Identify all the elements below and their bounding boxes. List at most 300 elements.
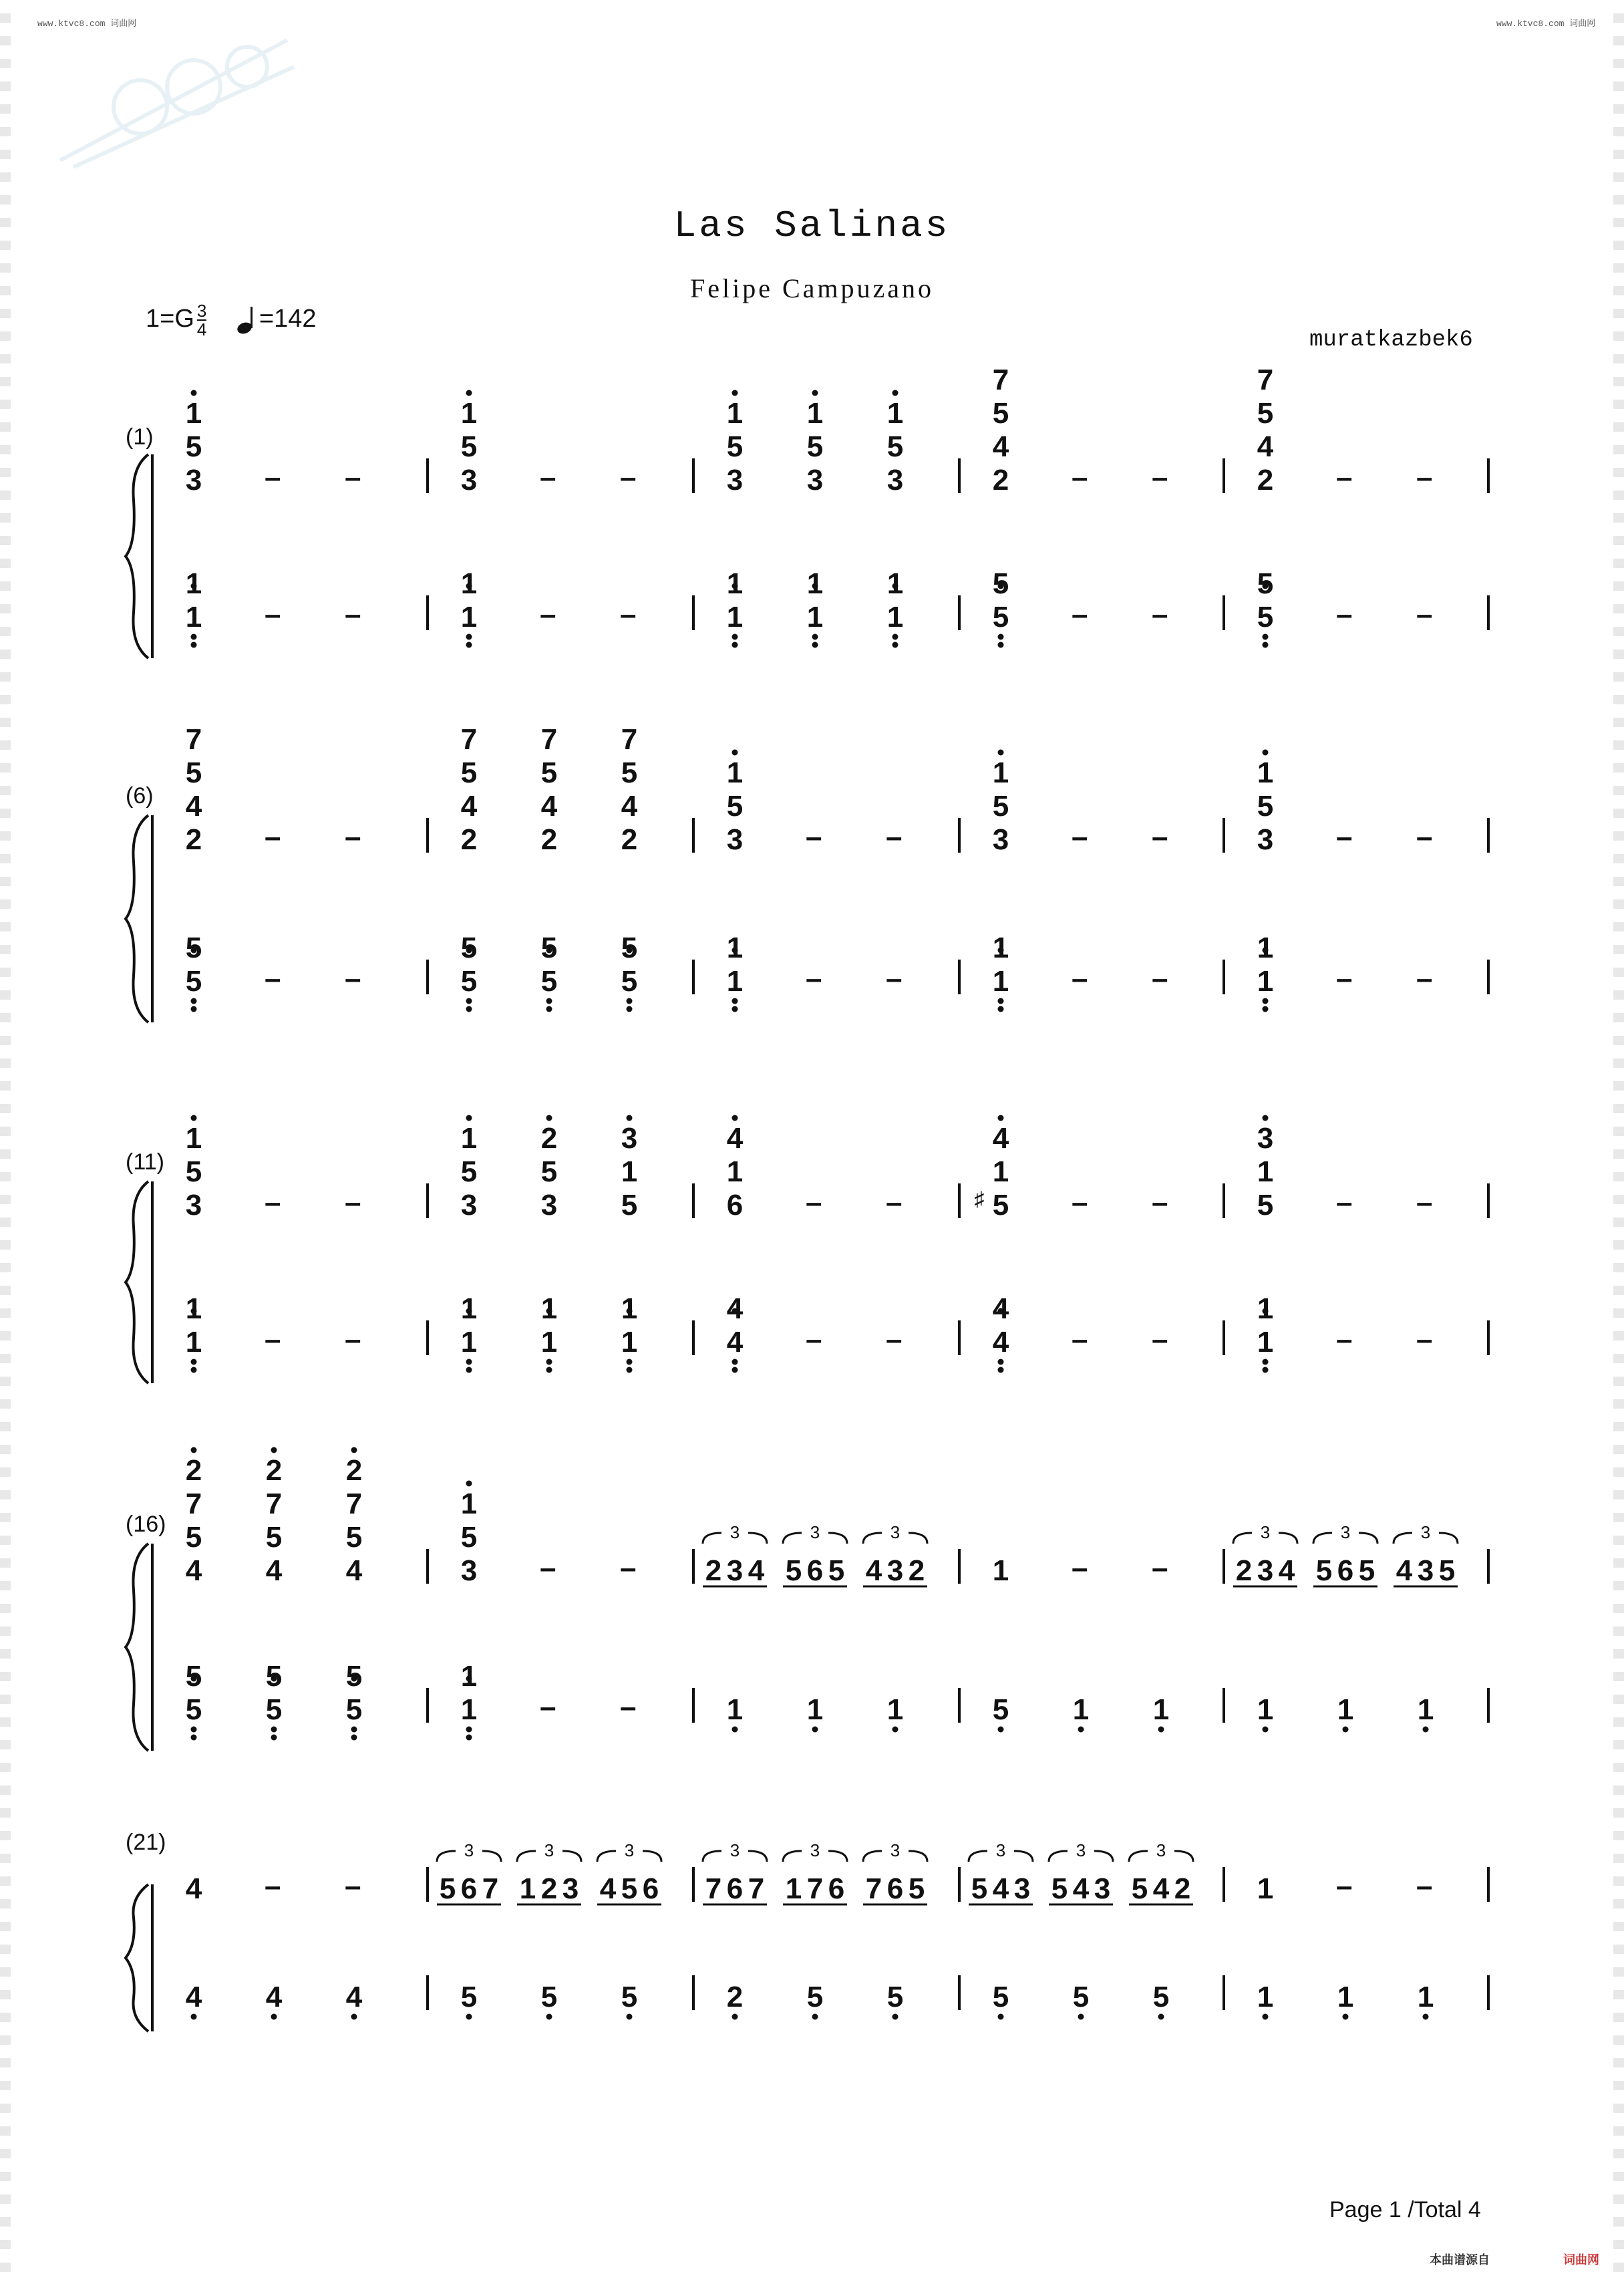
single-note: 5	[1152, 1981, 1170, 2013]
chord-note: 5	[345, 1660, 363, 1693]
sustain-dash: –	[1336, 598, 1353, 631]
triplet-number: 3	[1260, 1522, 1271, 1542]
chord-note: 3	[806, 464, 824, 496]
octave-dot	[271, 1735, 277, 1741]
triplet-note: 4	[1278, 1554, 1295, 1587]
octave-dot	[1078, 1727, 1084, 1733]
octave-dot	[466, 634, 472, 640]
octave-dot	[998, 634, 1004, 640]
octave-dot	[191, 1727, 197, 1733]
chord-note: 1	[185, 567, 202, 600]
chord-note: 3	[726, 823, 744, 856]
sustain-dash: –	[345, 1186, 361, 1219]
octave-dot	[466, 2014, 472, 2020]
chord-note: 2	[540, 823, 558, 856]
chord-note: 1	[886, 397, 904, 430]
chord-note: 7	[621, 723, 638, 756]
chord-note: 1	[460, 1122, 478, 1155]
sustain-dash: –	[806, 1186, 822, 1219]
page-indicator: Page 1 /Total 4	[1329, 2197, 1481, 2223]
chord-note: 4	[185, 1554, 202, 1587]
triplet-number: 3	[810, 1840, 820, 1860]
chord-note: 5	[185, 965, 202, 998]
triplet-number: 3	[729, 1522, 740, 1542]
chord-note: 4	[992, 1292, 1009, 1325]
chord-note: 4	[726, 1122, 744, 1155]
sustain-dash: –	[1416, 461, 1433, 494]
sustain-dash: –	[1152, 598, 1168, 631]
sustain-dash: –	[1336, 1870, 1353, 1902]
chord-note: 3	[992, 823, 1009, 856]
grand-staff-brace	[126, 815, 148, 1022]
octave-dot	[351, 2014, 357, 2020]
sustain-dash: –	[540, 1691, 556, 1723]
triplet-number: 3	[1156, 1840, 1166, 1860]
octave-dot	[812, 642, 818, 648]
chord-note: 6	[726, 1189, 744, 1222]
triplet-note: 6	[1337, 1554, 1354, 1587]
chord-note: 5	[345, 1521, 363, 1554]
chord-note: 3	[886, 464, 904, 496]
chord-note: 1	[992, 932, 1009, 964]
octave-dot	[546, 1006, 552, 1012]
octave-dot	[546, 998, 552, 1004]
arranger-name: muratkazbek6	[1309, 327, 1473, 353]
sustain-dash: –	[540, 461, 556, 494]
sustain-dash: –	[806, 962, 822, 995]
sustain-dash: –	[1416, 1323, 1433, 1356]
chord-note: 2	[1257, 464, 1274, 496]
single-note: 1	[1257, 1693, 1274, 1726]
chord-note: 1	[185, 397, 202, 430]
sustain-dash: –	[886, 821, 903, 853]
grand-staff-brace	[126, 1181, 148, 1383]
single-note: 5	[621, 1981, 638, 2013]
watermark-top-right: www.ktvc8.com 词曲网	[1496, 19, 1596, 29]
triplet-note: 4	[865, 1554, 882, 1587]
chord-note: 4	[992, 1326, 1009, 1359]
chord-note: 5	[540, 932, 558, 964]
grand-staff-brace	[126, 1884, 148, 2031]
octave-dot	[271, 1447, 277, 1453]
chord-note: 1	[460, 1693, 478, 1726]
chord-note: 3	[185, 464, 202, 496]
chord-note: 5	[992, 567, 1009, 600]
triplet-note: 7	[705, 1872, 722, 1905]
chord-note: 7	[185, 723, 202, 756]
sustain-dash: –	[265, 962, 281, 995]
triplet-note: 5	[439, 1872, 456, 1905]
single-note: 4	[185, 1981, 202, 2013]
octave-dot	[732, 2014, 738, 2020]
sustain-dash: –	[886, 962, 903, 995]
chord-note: 1	[185, 1122, 202, 1155]
octave-dot	[1263, 1006, 1269, 1012]
chord-note: 5	[185, 430, 202, 463]
single-note: 5	[806, 1981, 824, 2013]
octave-dot	[812, 390, 818, 396]
single-note: 1	[886, 1693, 904, 1726]
octave-dot	[892, 2014, 899, 2020]
chord-note: 5	[265, 1660, 283, 1693]
chord-note: 4	[992, 430, 1009, 463]
measure-number: (1)	[126, 424, 154, 450]
chord-note: 5	[460, 430, 478, 463]
chord-note: 5	[726, 790, 744, 823]
octave-dot	[191, 1367, 197, 1373]
octave-dot	[732, 1115, 738, 1121]
chord-note: 3	[185, 1189, 202, 1222]
octave-dot	[1343, 1727, 1349, 1733]
triplet-note: 3	[886, 1554, 904, 1587]
octave-dot	[892, 1727, 899, 1733]
triplet-number: 3	[544, 1840, 554, 1860]
chord-note: 4	[265, 1554, 283, 1587]
chord-note: 5	[1257, 601, 1274, 633]
octave-dot	[732, 1367, 738, 1373]
triplet-number: 3	[1420, 1522, 1431, 1542]
octave-dot	[892, 634, 899, 640]
sustain-dash: –	[1416, 598, 1433, 631]
chord-note: 1	[806, 601, 824, 633]
chord-note: 3	[460, 464, 478, 496]
sustain-dash: –	[1336, 821, 1353, 853]
octave-dot	[351, 1735, 357, 1741]
single-note: 5	[460, 1981, 478, 2013]
chord-note: 4	[460, 790, 478, 823]
chord-note: 5	[185, 1155, 202, 1188]
chord-note: 5	[265, 1521, 283, 1554]
chord-note: 5	[460, 965, 478, 998]
chord-note: 5	[185, 1693, 202, 1726]
sustain-dash: –	[345, 821, 361, 853]
octave-dot	[191, 2014, 197, 2020]
chord-note: 1	[1257, 1326, 1274, 1359]
sustain-dash: –	[265, 1186, 281, 1219]
triplet-note: 3	[1094, 1872, 1111, 1905]
chord-note: 3	[726, 464, 744, 496]
chord-note: 7	[992, 364, 1009, 396]
sustain-dash: –	[1152, 1552, 1168, 1584]
octave-dot	[191, 1006, 197, 1012]
triplet-note: 3	[1417, 1554, 1434, 1587]
sustain-dash: –	[1072, 821, 1088, 853]
octave-dot	[466, 1359, 472, 1365]
chord-note: 4	[1257, 430, 1274, 463]
triplet-note: 4	[1152, 1872, 1170, 1905]
octave-dot	[1423, 1727, 1429, 1733]
sustain-dash: –	[1072, 1552, 1088, 1584]
octave-dot	[732, 1727, 738, 1733]
single-note: 5	[886, 1981, 904, 2013]
octave-dot	[732, 1359, 738, 1365]
chord-note: 1	[460, 601, 478, 633]
chord-note: 5	[726, 430, 744, 463]
chord-note: 4	[540, 790, 558, 823]
octave-dot	[812, 1727, 818, 1733]
octave-dot	[271, 1727, 277, 1733]
octave-dot	[1423, 2014, 1429, 2020]
chord-note: 4	[726, 1326, 744, 1359]
octave-dot	[191, 634, 197, 640]
triplet-number: 3	[890, 1522, 901, 1542]
chord-note: 5	[621, 965, 638, 998]
octave-dot	[998, 1115, 1004, 1121]
chord-note: 1	[460, 1660, 478, 1693]
chord-note: 1	[460, 1487, 478, 1520]
triplet-note: 4	[599, 1872, 617, 1905]
triplet-note: 1	[519, 1872, 536, 1905]
octave-dot	[466, 1115, 472, 1121]
chord-note: 1	[726, 1155, 744, 1188]
sustain-dash: –	[1336, 461, 1353, 494]
sustain-dash: –	[265, 461, 281, 494]
octave-dot	[466, 1367, 472, 1373]
chord-note: 1	[460, 567, 478, 600]
sustain-dash: –	[886, 1186, 903, 1219]
triplet-note: 5	[1131, 1872, 1148, 1905]
chord-note: 5	[185, 932, 202, 964]
chord-note: 5	[992, 1189, 1009, 1222]
grand-staff-brace	[126, 454, 148, 658]
octave-dot	[191, 1735, 197, 1741]
single-note: 1	[806, 1693, 824, 1726]
chord-note: 1	[1257, 1155, 1274, 1188]
triplet-note: 5	[971, 1872, 988, 1905]
octave-dot	[466, 998, 472, 1004]
octave-dot	[1158, 1727, 1164, 1733]
chord-note: 5	[1257, 790, 1274, 823]
sustain-dash: –	[345, 598, 361, 631]
octave-dot	[191, 642, 197, 648]
single-note: 5	[540, 1981, 558, 2013]
sustain-dash: –	[806, 1323, 822, 1356]
footer-watermark-right: 词曲网	[1563, 2253, 1599, 2267]
chord-note: 3	[621, 1122, 638, 1155]
chord-note: 5	[992, 790, 1009, 823]
triplet-number: 3	[810, 1522, 820, 1542]
triplet-number: 3	[624, 1840, 635, 1860]
octave-dot	[892, 642, 899, 648]
octave-dot	[1158, 2014, 1164, 2020]
chord-note: 1	[460, 1326, 478, 1359]
chord-note: 1	[621, 1292, 638, 1325]
chord-note: 1	[726, 756, 744, 789]
chord-note: 2	[345, 1454, 363, 1487]
sustain-dash: –	[345, 1870, 361, 1902]
chord-note: 4	[621, 790, 638, 823]
triplet-note: 4	[1396, 1554, 1413, 1587]
tempo-marking: =142	[259, 305, 317, 333]
octave-dot	[998, 1727, 1004, 1733]
sustain-dash: –	[620, 598, 637, 631]
chord-note: 5	[185, 1660, 202, 1693]
sustain-dash: –	[1152, 1323, 1168, 1356]
triplet-note: 6	[806, 1554, 824, 1587]
octave-dot	[732, 998, 738, 1004]
measure-number: (16)	[126, 1512, 166, 1537]
chord-note: 1	[886, 601, 904, 633]
octave-dot	[466, 1735, 472, 1741]
chord-note: 5	[265, 1693, 283, 1726]
chord-note: 5	[540, 756, 558, 789]
chord-note: 1	[621, 1326, 638, 1359]
octave-dot	[1263, 1115, 1269, 1121]
octave-dot	[1078, 2014, 1084, 2020]
sustain-dash: –	[540, 1552, 556, 1584]
triplet-note: 6	[726, 1872, 744, 1905]
sustain-dash: –	[265, 1870, 281, 1902]
octave-dot	[732, 390, 738, 396]
measure-number: (11)	[126, 1149, 164, 1175]
triplet-note: 1	[785, 1872, 802, 1905]
chord-note: 5	[621, 756, 638, 789]
chord-note: 5	[886, 430, 904, 463]
chord-note: 7	[460, 723, 478, 756]
octave-dot	[191, 998, 197, 1004]
single-note: 1	[1417, 1693, 1434, 1726]
chord-note: 7	[1257, 364, 1274, 396]
chord-note: 1	[886, 567, 904, 600]
triplet-note: 2	[540, 1872, 558, 1905]
chord-note: 5	[460, 1155, 478, 1188]
sustain-dash: –	[1072, 1323, 1088, 1356]
octave-dot	[1263, 750, 1269, 756]
sustain-dash: –	[620, 1552, 637, 1584]
triplet-note: 7	[806, 1872, 824, 1905]
chord-note: 5	[1257, 397, 1274, 430]
sustain-dash: –	[1072, 598, 1088, 631]
octave-dot	[466, 1727, 472, 1733]
single-note: 1	[1072, 1693, 1090, 1726]
octave-dot	[627, 1115, 633, 1121]
triplet-note: 2	[1174, 1872, 1191, 1905]
sustain-dash: –	[1336, 1323, 1353, 1356]
measure-number: (21)	[126, 1830, 166, 1855]
triplet-note: 6	[460, 1872, 478, 1905]
chord-note: 5	[992, 397, 1009, 430]
sustain-dash: –	[620, 461, 637, 494]
chord-note: 1	[726, 601, 744, 633]
time-signature: $\frac{3}{4}$	[196, 301, 207, 339]
triplet-number: 3	[1076, 1840, 1086, 1860]
chord-note: 5	[460, 756, 478, 789]
chord-note: 7	[345, 1487, 363, 1520]
watermark-top-left: www.ktvc8.com 词曲网	[37, 19, 137, 29]
chord-note: 2	[621, 823, 638, 856]
song-title: Las Salinas	[673, 204, 951, 247]
sustain-dash: –	[345, 461, 361, 494]
chord-note: 1	[185, 1292, 202, 1325]
triplet-note: 3	[562, 1872, 579, 1905]
octave-dot	[998, 1359, 1004, 1365]
chord-note: 5	[992, 601, 1009, 633]
triplet-note: 5	[1438, 1554, 1456, 1587]
octave-dot	[466, 1481, 472, 1487]
triplet-note: 6	[886, 1872, 904, 1905]
octave-dot	[351, 1727, 357, 1733]
octave-dot	[732, 634, 738, 640]
chord-note: 1	[460, 397, 478, 430]
sustain-dash: –	[1072, 962, 1088, 995]
triplet-note: 5	[828, 1554, 845, 1587]
chord-note: 1	[1257, 1292, 1274, 1325]
single-note: 4	[185, 1872, 202, 1905]
single-note: 1	[1337, 1693, 1354, 1726]
octave-dot	[1263, 642, 1269, 648]
chord-note: 1	[1257, 932, 1274, 964]
sustain-dash: –	[1416, 1186, 1433, 1219]
chord-note: 1	[726, 397, 744, 430]
chord-note: 3	[540, 1189, 558, 1222]
triplet-note: 2	[908, 1554, 925, 1587]
chord-note: 4	[992, 1122, 1009, 1155]
octave-dot	[546, 1115, 552, 1121]
octave-dot	[812, 2014, 818, 2020]
sustain-dash: –	[265, 821, 281, 853]
sustain-dash: –	[1336, 1186, 1353, 1219]
sustain-dash: –	[540, 598, 556, 631]
octave-dot	[466, 390, 472, 396]
octave-dot	[732, 1006, 738, 1012]
chord-note: 3	[1257, 1122, 1274, 1155]
triplet-note: 7	[482, 1872, 499, 1905]
chord-note: 1	[992, 965, 1009, 998]
octave-dot	[1263, 1359, 1269, 1365]
octave-dot	[1263, 1367, 1269, 1373]
triplet-note: 6	[828, 1872, 845, 1905]
chord-note: 2	[460, 823, 478, 856]
chord-note: 1	[806, 397, 824, 430]
triplet-note: 5	[908, 1872, 925, 1905]
chord-note: 5	[1257, 567, 1274, 600]
single-note: 4	[345, 1981, 363, 2013]
octave-dot	[998, 750, 1004, 756]
octave-dot	[191, 1359, 197, 1365]
chord-note: 5	[185, 756, 202, 789]
octave-dot	[627, 998, 633, 1004]
chord-note: 1	[540, 1326, 558, 1359]
octave-dot	[546, 1359, 552, 1365]
chord-note: 5	[621, 932, 638, 964]
single-note: 1	[1257, 1981, 1274, 2013]
chord-note: 1	[460, 1292, 478, 1325]
octave-dot	[627, 1367, 633, 1373]
key-signature: 1=G	[146, 305, 194, 333]
chord-note: 2	[540, 1122, 558, 1155]
sustain-dash: –	[1152, 821, 1168, 853]
triplet-note: 3	[1013, 1872, 1031, 1905]
single-note: 2	[726, 1981, 744, 2013]
triplet-note: 3	[1257, 1554, 1274, 1587]
triplet-number: 3	[729, 1840, 740, 1860]
triplet-note: 4	[992, 1872, 1009, 1905]
chord-note: 4	[185, 790, 202, 823]
octave-dot	[271, 2014, 277, 2020]
triplet-number: 3	[464, 1840, 474, 1860]
octave-dot	[1263, 2014, 1269, 2020]
single-note: 5	[992, 1693, 1009, 1726]
sustain-dash: –	[1152, 1186, 1168, 1219]
chord-note: 1	[185, 1326, 202, 1359]
chord-note: 3	[460, 1189, 478, 1222]
chord-note: 1	[726, 567, 744, 600]
sustain-dash: –	[1072, 1186, 1088, 1219]
octave-dot	[351, 1447, 357, 1453]
chord-note: 1	[621, 1155, 638, 1188]
octave-dot	[546, 1367, 552, 1373]
octave-dot	[627, 1359, 633, 1365]
